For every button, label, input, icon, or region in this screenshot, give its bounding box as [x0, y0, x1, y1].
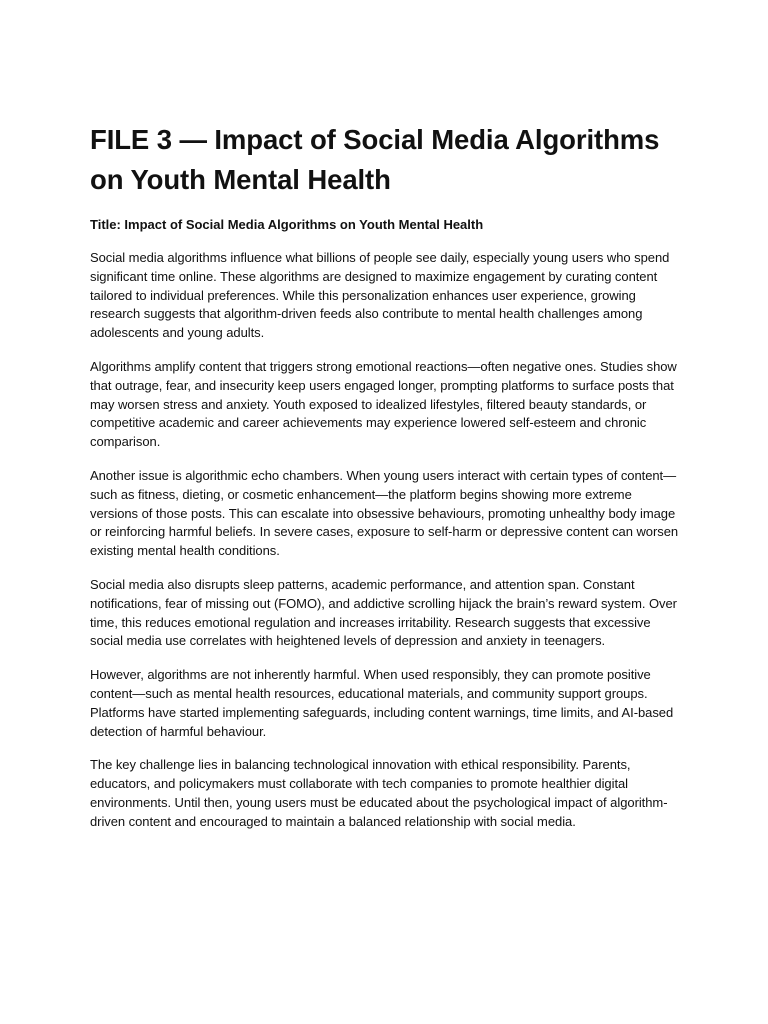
document-page [90, 120, 682, 847]
paragraph-conclusion: The key challenge lies in balancing technological innovation with ethical responsibility. Parents, educators, and policymakers must collaborate with tech companies to promote healthier digital environments. Until then, young users must be educated about the psychological impact of algorithm-driven content and encouraged to maintain a balanced relationship with social media. [90, 757, 668, 829]
paragraph-intro: Social media algorithms influence what billions of people see daily, especially young users who spend significant time online. These algorithms are designed to maximize engagement by curating content tailored to individual preferences. While this personalization enhances user experience, growing research suggests that algorithm-driven feeds also contribute to mental health challenges among adolescents and young adults. [90, 250, 670, 341]
document-title: FILE 3 — Impact of Social Media Algorithms on Youth Mental Health [90, 124, 660, 195]
paragraph-echo-chambers: Another issue is algorithmic echo chambers. When young users interact with certain types of content—such as fitness, dieting, or cosmetic enhancement—the platform begins showing more extreme versions of those posts. This can escalate into obsessive behaviours, promoting unhealthy body image or reinforcing harmful beliefs. In severe cases, exposure to self-harm or depressive content can worsen existing mental health conditions. [90, 467, 679, 559]
paragraph-emotional-amplification: Algorithms amplify content that triggers strong emotional reactions—often negative ones. Studies show that outrage, fear, and insecurity keep users engaged longer, prompting platforms to surface posts that may worsen stress and anxiety. Youth exposed to idealized lifestyles, filtered beauty standards, or competitive academic and career achievements may experience lowered self-esteem and chronic comparison. [90, 358, 677, 450]
paragraph-sleep-attention: Social media also disrupts sleep patterns, academic performance, and attention span. Constant notifications, fear of missing out (FOMO), and addictive scrolling hijack the brain’s reward system. Over time, this reduces emotional regulation and increases irritability. Research suggests that excessive social media use correlates with heightened levels of depression and anxiety in teenagers. [90, 576, 677, 649]
paragraph-positive-uses: However, algorithms are not inherently harmful. When used responsibly, they can promote positive content—such as mental health resources, educational materials, and community support groups. Platforms have started implementing safeguards, including content warnings, time limits, and AI-based detection of harmful behaviour. [90, 667, 674, 739]
document-subtitle: Title: Impact of Social Media Algorithms on Youth Mental Health [90, 217, 484, 232]
